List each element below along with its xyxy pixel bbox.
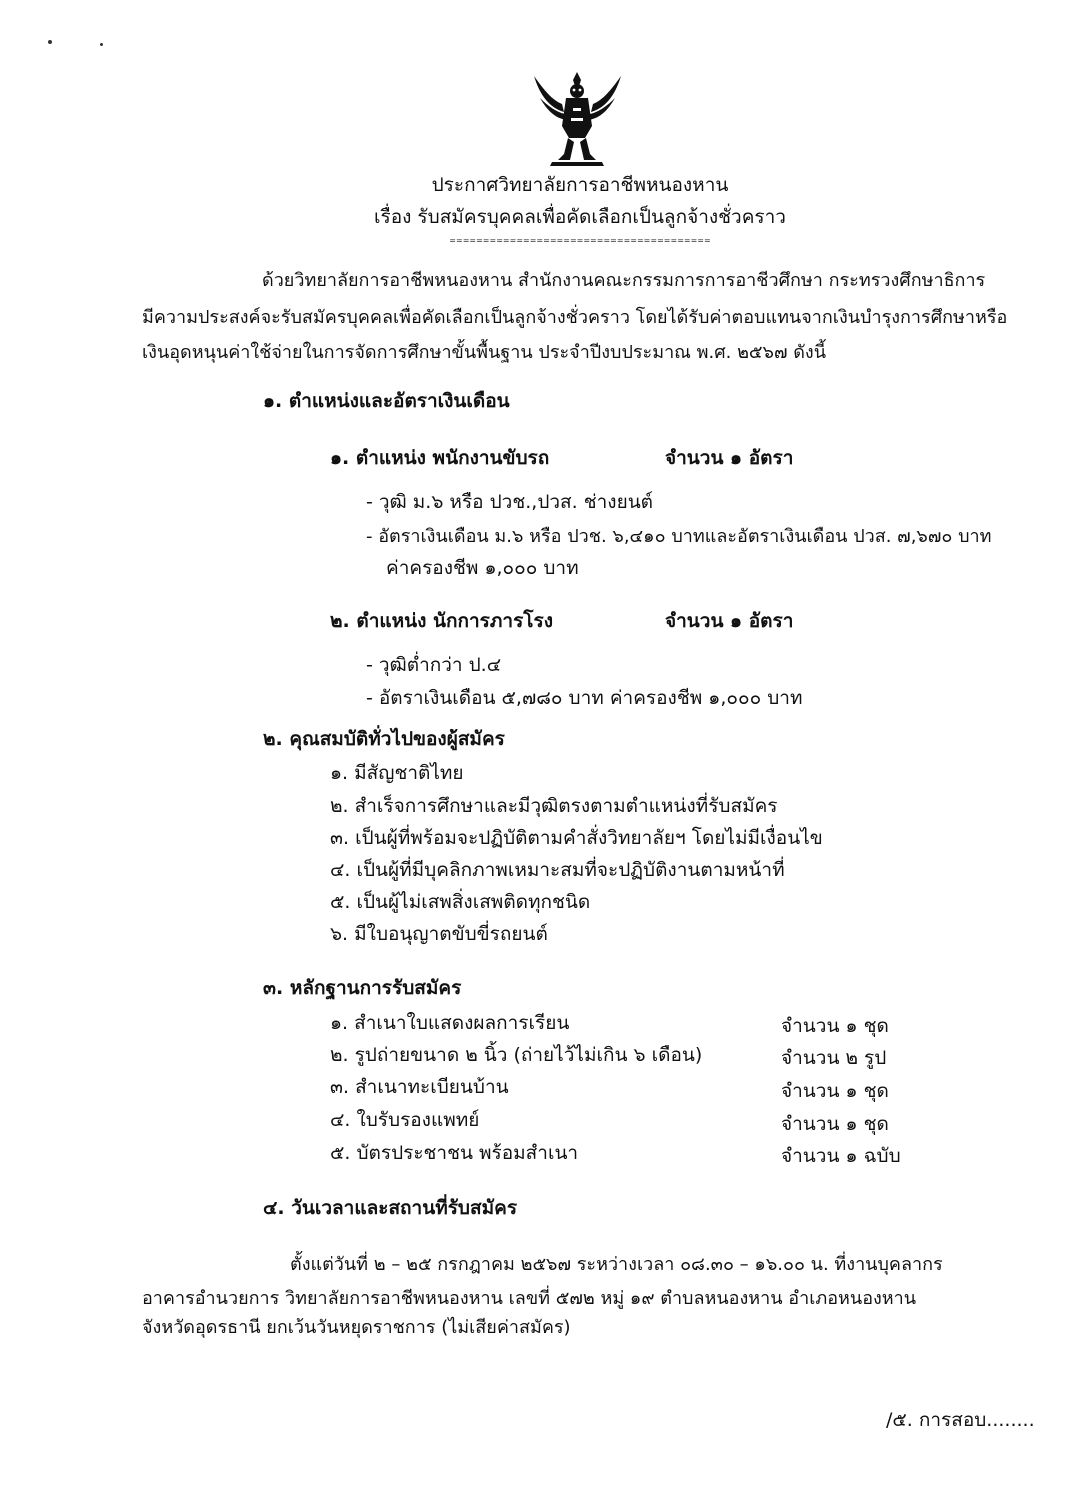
document-item-label: ๓. สำเนาทะเบียนบ้าน	[330, 1076, 509, 1098]
position-1-count: จำนวน ๑ อัตรา	[665, 447, 794, 469]
announcement-subject: เรื่อง รับสมัครบุคคลเพื่อคัดเลือกเป็นลูกจ้างชั่วคราว	[374, 206, 786, 228]
qualification-item: ๑. มีสัญชาติไทย	[330, 762, 464, 784]
garuda-emblem-icon	[530, 68, 625, 166]
header-divider: =======================================	[449, 236, 711, 245]
position-2-qualification: - วุฒิต่ำกว่า ป.๔	[366, 654, 502, 676]
qualification-item: ๓. เป็นผู้ที่พร้อมจะปฏิบัติตามคำสั่งวิทยาลัยฯ โดยไม่มีเงื่อนไข	[330, 827, 823, 849]
document-item-qty: จำนวน ๑ ชุด	[781, 1113, 889, 1135]
intro-line-3: เงินอุดหนุนค่าใช้จ่ายในการจัดการศึกษาขั้นพื้นฐาน ประจำปีงบประมาณ พ.ศ. ๒๕๖๗ ดังนี้	[142, 342, 827, 363]
document-item-label: ๑. สำเนาใบแสดงผลการเรียน	[330, 1012, 570, 1034]
document-item-qty: จำนวน ๒ รูป	[781, 1047, 887, 1069]
section-4-heading: ๔. วันเวลาและสถานที่รับสมัคร	[263, 1197, 518, 1219]
section-2-heading: ๒. คุณสมบัติทั่วไปของผู้สมัคร	[263, 728, 505, 750]
application-period-line-2: อาคารอำนวยการ วิทยาลัยการอาชีพหนองหาน เลขที่ ๕๗๒ หมู่ ๑๙ ตำบลหนองหาน อำเภอหนองหาน	[142, 1288, 917, 1309]
document-item-qty: จำนวน ๑ ชุด	[781, 1080, 889, 1102]
intro-line-1: ด้วยวิทยาลัยการอาชีพหนองหาน สำนักงานคณะกรรมการการอาชีวศึกษา กระทรวงศึกษาธิการ	[262, 270, 986, 291]
document-item-qty: จำนวน ๑ ฉบับ	[781, 1145, 901, 1167]
qualification-item: ๔. เป็นผู้ที่มีบุคลิกภาพเหมาะสมที่จะปฏิบัติงานตามหน้าที่	[330, 859, 785, 881]
position-1-qualification: - วุฒิ ม.๖ หรือ ปวช.,ปวส. ช่างยนต์	[366, 491, 654, 513]
qualification-item: ๕. เป็นผู้ไม่เสพสิ่งเสพติดทุกชนิด	[330, 891, 591, 913]
qualification-item: ๖. มีใบอนุญาตขับขี่รถยนต์	[330, 923, 548, 945]
document-item-label: ๒. รูปถ่ายขนาด ๒ นิ้ว (ถ่ายไว้ไม่เกิน ๖ เดือน)	[330, 1044, 703, 1066]
document-item-label: ๕. บัตรประชาชน พร้อมสำเนา	[330, 1142, 579, 1164]
qualification-item: ๒. สำเร็จการศึกษาและมีวุฒิตรงตามตำแหน่งที่รับสมัคร	[330, 795, 778, 817]
section-1-heading: ๑. ตำแหน่งและอัตราเงินเดือน	[263, 390, 510, 412]
document-item-label: ๔. ใบรับรองแพทย์	[330, 1109, 480, 1131]
scan-speck	[48, 40, 52, 44]
position-1-salary: - อัตราเงินเดือน ม.๖ หรือ ปวช. ๖,๔๑๐ บาทและอัตราเงินเดือน ปวส. ๗,๖๗๐ บาท	[366, 526, 992, 547]
section-3-heading: ๓. หลักฐานการรับสมัคร	[263, 977, 462, 999]
position-1-title: ๑. ตำแหน่ง พนักงานขับรถ	[330, 447, 550, 469]
announcement-title: ประกาศวิทยาลัยการอาชีพหนองหาน	[431, 174, 729, 196]
position-1-living-allowance: ค่าครองชีพ ๑,๐๐๐ บาท	[386, 557, 579, 579]
position-2-salary: - อัตราเงินเดือน ๕,๗๘๐ บาท ค่าครองชีพ ๑,๐๐๐ บาท	[366, 687, 803, 709]
application-period-line-1: ตั้งแต่วันที่ ๒ – ๒๕ กรกฎาคม ๒๕๖๗ ระหว่างเวลา ๐๘.๓๐ – ๑๖.๐๐ น. ที่งานบุคลากร	[290, 1254, 943, 1275]
application-period-line-3: จังหวัดอุดรธานี ยกเว้นวันหยุดราชการ (ไม่เสียค่าสมัคร)	[142, 1317, 571, 1338]
document-item-qty: จำนวน ๑ ชุด	[781, 1015, 889, 1037]
continued-next-page: /๕. การสอบ........	[886, 1409, 1035, 1431]
scan-speck	[100, 43, 103, 46]
intro-line-2: มีความประสงค์จะรับสมัครบุคคลเพื่อคัดเลือกเป็นลูกจ้างชั่วคราว โดยได้รับค่าตอบแทนจากเงินบำรุงการศึกษาหรือ	[142, 307, 1008, 328]
position-2-count: จำนวน ๑ อัตรา	[665, 610, 794, 632]
position-2-title: ๒. ตำแหน่ง นักการภารโรง	[330, 610, 553, 632]
